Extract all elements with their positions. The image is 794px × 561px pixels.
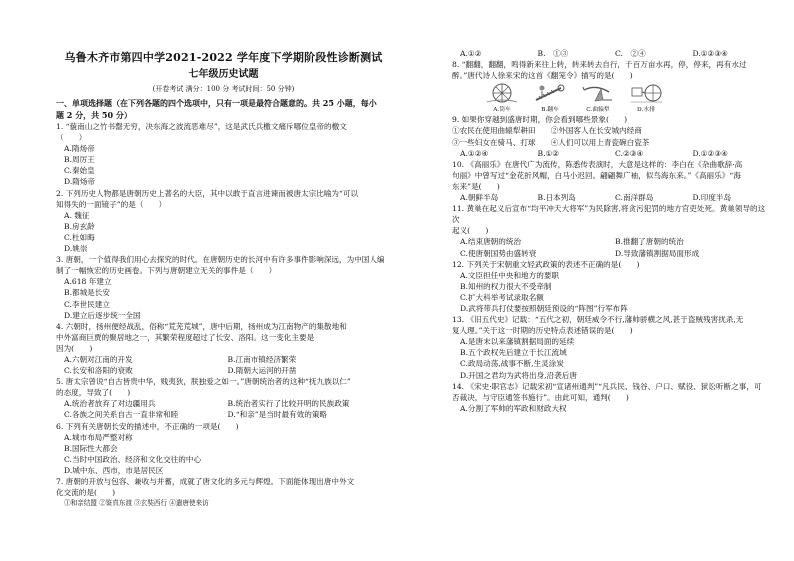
option-row — [56, 409, 391, 420]
question-block — [56, 321, 391, 376]
question-text: 8. “翻翻，翻翻，鸣得新来往上转，转来转去自行，千百万亩水再，停，停来，再有水过 — [452, 60, 747, 70]
option-row — [56, 354, 391, 365]
option: D.“和亲”是当时最有效的策略 — [227, 410, 328, 420]
question-text: 2. 下列历史人物都是唐朝历史上著名的大臣，其中以敢于直言进谏而被唐太宗比喻为“可以 — [56, 188, 359, 198]
option: D.建立后逐步统一全国 — [64, 310, 141, 320]
right-question-list — [452, 48, 770, 414]
question-text: ①农民在使用曲辕犁耕田 ②外国客人在长安城内经商 — [452, 126, 642, 136]
option: D.导致藩镇割据局面形成 — [615, 248, 700, 258]
option: B.国际性大都会 — [64, 443, 118, 453]
left-column — [56, 50, 391, 509]
option: C.南洋群岛 — [615, 193, 654, 203]
question-text: 中外富商巨贾的聚居地之一，其繁荣程度超过了长安、洛阳。这一变化主要是 — [56, 332, 315, 342]
option: D.①②③④ — [692, 49, 728, 58]
exam-title: 乌鲁木齐市第四中学2021-2022 学年度下学期阶段性诊断测试 — [64, 51, 383, 64]
option: A.618 年建立 — [64, 277, 112, 287]
question-block — [56, 254, 391, 321]
exam-info: (开卷考试 满分：100 分 考试时间：50 分钟) — [152, 85, 295, 93]
question-text: 化交流的是( ) — [56, 488, 116, 498]
option: A. 魏征 — [64, 210, 90, 220]
option-row — [452, 248, 770, 259]
option: A.①②④ — [460, 148, 489, 158]
question-text: 制了一幅恢宏的历史画卷。下列与唐朝建立无关的事件是（ ） — [56, 266, 277, 276]
option: C.各族之间关系自古一直非常和睦 — [64, 410, 179, 420]
question-block — [452, 314, 770, 381]
option: D.开国之君均为武将出身,沿袭后唐 — [460, 370, 577, 380]
option-row — [452, 192, 770, 203]
option: C.使唐朝国势由盛转衰 — [460, 248, 537, 258]
option: C.杜如晦 — [64, 232, 95, 242]
option: C.秦始皇 — [64, 166, 95, 176]
question-text: 东来”是( ) — [452, 181, 500, 191]
question-block — [452, 203, 770, 258]
question-text: 的态度，导致了( ) — [56, 388, 131, 398]
option: D.印度半岛 — [692, 193, 732, 203]
option: A.分割了军帅的军政和财政大权 — [460, 403, 567, 413]
option: B.周厉王 — [64, 155, 95, 165]
question-block — [452, 114, 770, 158]
option-row — [452, 48, 770, 59]
option-row — [452, 236, 770, 247]
section-heading: 一、单项选择题（在下列各题的四个选项中，只有一项是最符合题意的。共 25 小题，每小 题 2 分，共 50 分） — [56, 98, 377, 120]
option: C.长安和洛阳的衰败 — [64, 366, 133, 376]
question-text: 12. 下列关于宋朝重文轻武政策的表述不正确的是( ) — [452, 259, 640, 269]
option: C.政局动荡,战事不断,生灵涂炭 — [460, 359, 564, 369]
option: B.五个政权先后建立于长江流域 — [460, 348, 567, 358]
option: B.日本列岛 — [537, 193, 576, 203]
figure-item — [482, 82, 522, 114]
option: A.隋炀帝 — [64, 144, 95, 154]
question-block — [56, 188, 391, 255]
question-block — [56, 421, 391, 476]
option: B.房玄龄 — [64, 221, 95, 231]
question-block — [452, 159, 770, 203]
question-text: 7. 唐朝的开放与包容、兼收与并蓄，成就了唐文化的多元与辉煌。下面能体现出唐中外文 — [56, 477, 355, 486]
option: A.结束唐朝的统治 — [460, 237, 522, 247]
right-column — [452, 48, 770, 414]
tool-figures — [452, 82, 770, 114]
question-block — [56, 376, 391, 420]
figure-item — [626, 82, 666, 114]
question-text: 否裁决，与守臣通签书施行”。由此可知，通判( ) — [452, 392, 629, 402]
figure-item — [530, 82, 570, 114]
question-block — [452, 59, 770, 114]
figure-item — [578, 82, 618, 114]
option: B. ①③ — [537, 49, 569, 58]
option: A.是唐末以来藩镇割据局面的延续 — [460, 337, 575, 347]
option-row — [56, 398, 391, 409]
question-text: 6. 下列有关唐朝长安的描述中，不正确的一项是( ) — [56, 421, 239, 431]
option: C. ②④ — [615, 49, 646, 58]
option: D.①②③④ — [692, 148, 728, 158]
question-text: 9. 如果你穿越到盛唐时期，你会看到哪些景象( ) — [452, 115, 628, 125]
option: A.六朝对江南的开发 — [64, 354, 133, 364]
question-text: 4. 六朝时，扬州便经战乱，俗称“荒芜荒城”，唐中后期，扬州成为江南物产的集散地和 — [56, 321, 347, 331]
question-block — [56, 476, 391, 509]
option: A.①② — [460, 49, 482, 58]
farm-tool-illustration-icon — [581, 82, 615, 107]
option: B.①② — [537, 148, 560, 158]
question-text: 因为( ) — [56, 343, 93, 353]
question-text: 句丽》中曾写过“金花折风帽，白马小迟回。翩翩舞广袖，似鸟海东来。”《高丽乐》“海 — [452, 170, 741, 180]
left-question-list — [56, 121, 391, 509]
question-block — [452, 259, 770, 314]
option: B.都城是长安 — [64, 288, 110, 298]
question-text: 14. 《宋史·职官志》记载宋初“宣诸州通判”“凡兵民、钱谷、户口、赋役、狱讼听断之事，可 — [452, 381, 762, 391]
question-text: 起义( ) — [452, 226, 489, 236]
option: D.城中东、西市，市是居民区 — [64, 465, 164, 475]
farm-tool-illustration-icon — [533, 82, 567, 107]
option: D.隋炀帝 — [64, 177, 96, 187]
option: B.推翻了唐朝的统治 — [615, 237, 684, 247]
option: B.知州的权力很大不受牵制 — [460, 281, 552, 291]
question-text: 13. 《旧五代史》记载：“五代之初，朝廷威令不行,藩帅骄横之风,甚于盗贼残害扰杀,无 — [452, 315, 744, 325]
option-row — [56, 365, 391, 376]
question-text: 复人理。”关于这一时期的历史特点表述错误的是( ) — [452, 326, 633, 336]
question-text: 醉。”唐代诗人徐来宋的这首《翻笼令》描写的是( ) — [452, 71, 633, 81]
figure-caption: D.水排 — [637, 107, 655, 114]
question-text: （ ） — [56, 133, 87, 143]
figure-caption: A.筒车 — [493, 107, 511, 114]
option: A.朝鲜半岛 — [460, 193, 499, 203]
question-block — [56, 121, 391, 188]
option: C.②③④ — [615, 148, 644, 158]
option: B.江南市镇经济繁荣 — [227, 354, 297, 364]
option: C.李世民建立 — [64, 299, 110, 309]
option-row — [452, 148, 770, 159]
question-block — [452, 48, 770, 59]
option: B.统治者实行了比较开明的民族政策 — [227, 399, 350, 409]
option: A.城市布局严整对称 — [64, 432, 133, 442]
farm-tool-illustration-icon — [485, 82, 519, 107]
option-list: ①和亲结盟 ②鉴真东渡 ③玄奘西行 ④遣唐使来访 — [64, 499, 209, 508]
question-text: 11. 黄巢在起义后宣布“均平冲天大将军”为民除害,将贪污犯罚的地方官吏处死。黄巢领导的这次 — [452, 204, 766, 225]
question-text: 5. 唐太宗曾说“自古皆贵中华，贱夷狄，朕独爱之如一。”唐朝统治者的这种“抚九族以仁” — [56, 377, 351, 387]
option: D.姚崇 — [64, 244, 88, 254]
question-text: 1. “藐南山之竹书罄无穷，决东海之波流恶难尽”，这是武氏兵檄文痛斥哪位皇帝的檄文 — [56, 122, 347, 131]
question-block — [452, 381, 770, 414]
option: D.隋朝大运河的开凿 — [227, 366, 297, 376]
question-text: 3. 唐朝，一个值得我们用心去探究的时代。在唐朝历史的长河中有许多事件影响深远，为中国人编 — [56, 255, 385, 265]
figure-caption: C.曲辕犁 — [586, 107, 610, 114]
figure-caption: B.翻车 — [541, 107, 559, 114]
question-text: ③一些妇女在骑马、打球 ④人们可以用上青瓷碗白瓷茶 — [452, 137, 650, 147]
option: D.武将带兵打仗要按照朝廷预设的“阵图”行军布阵 — [460, 303, 628, 313]
question-text: 知得失的一面镜子”的是（ ） — [56, 199, 167, 209]
option: A.统治者放弃了对边疆用兵 — [64, 399, 156, 409]
question-text: 10. 《高丽乐》在唐代广为流传，陈悉传表演时，大意是这样的：李白在《杂曲歌辞·高 — [452, 159, 743, 169]
option: C.扩大科举考试录取名额 — [460, 292, 544, 302]
exam-subtitle: 七年级历史试题 — [188, 69, 259, 80]
option: A.文臣担任中央和地方的要职 — [460, 270, 560, 280]
option: C.当时中国政治、经济和文化交往的中心 — [64, 454, 202, 464]
farm-tool-illustration-icon — [629, 82, 663, 107]
